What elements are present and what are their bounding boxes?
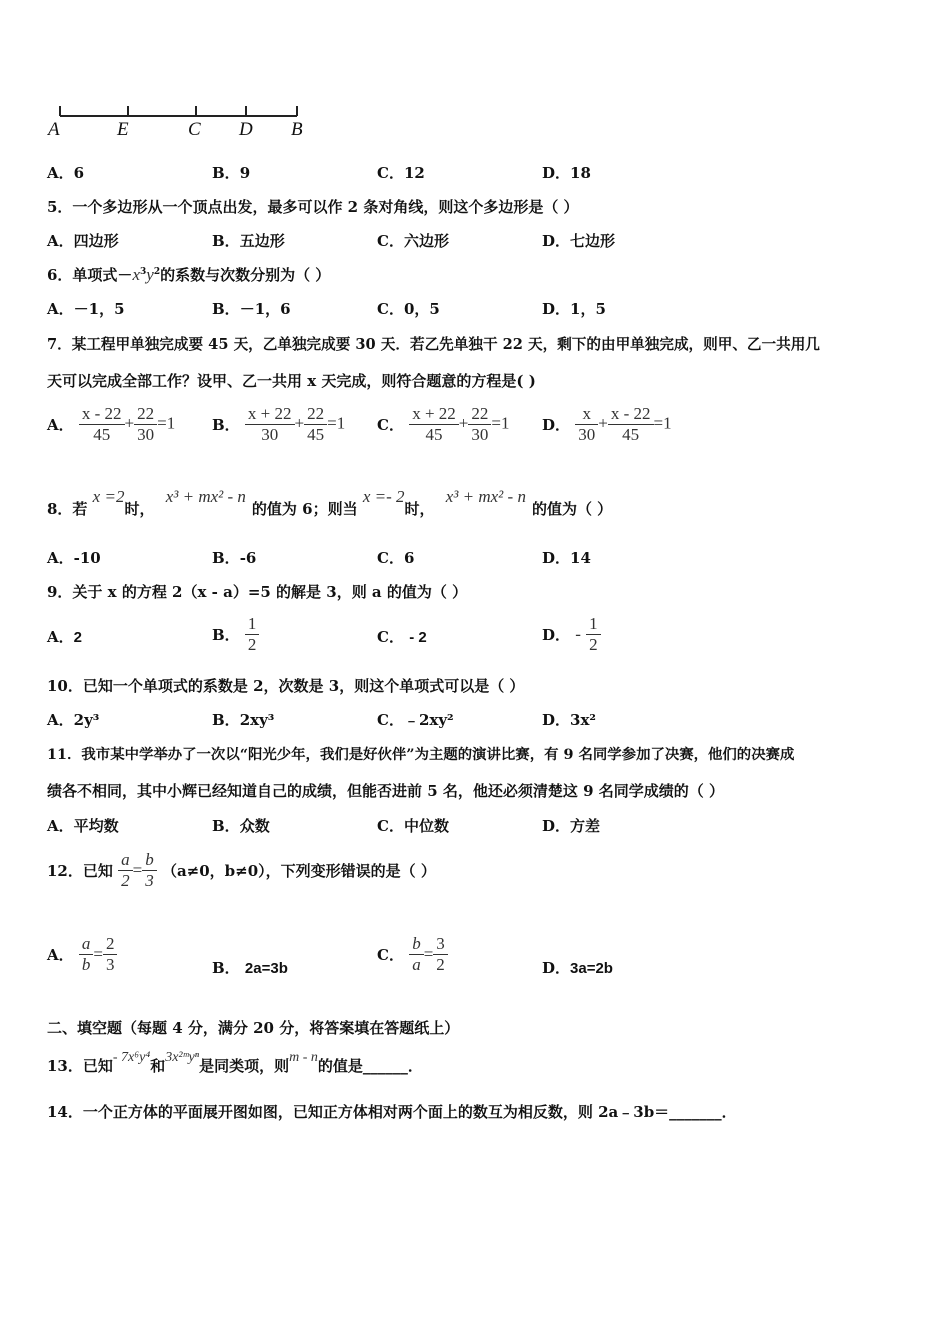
- question-9-stem: 9．关于 x 的方程 2（x - a）=5 的解是 3，则 a 的值为（ ）: [47, 583, 468, 601]
- option-d[interactable]: D．14: [542, 549, 591, 567]
- option-c[interactable]: C．6: [377, 549, 415, 567]
- question-7-stem-line1: 7．某工程甲单独完成要 45 天，乙单独完成要 30 天．若乙先单独干 22 天，剩下的由甲单独完成，则甲、乙一共用几: [47, 336, 820, 353]
- option-c[interactable]: C．12: [377, 164, 425, 182]
- option-d[interactable]: D．方差: [542, 817, 601, 835]
- question-13-stem: 13．已知- 7x⁶y⁴和3x²ᵐyⁿ是同类项，则m - n的值是______．: [47, 1050, 423, 1075]
- option-d[interactable]: D．1，5: [542, 300, 606, 318]
- option-d[interactable]: D．18: [542, 164, 591, 182]
- option-c[interactable]: C．﹣2xy²: [377, 711, 454, 729]
- option-d[interactable]: D．3a=2b: [542, 959, 613, 977]
- question-5-stem: 5．一个多边形从一个顶点出发，最多可以作 2 条对角线，则这个多边形是（ ）: [47, 198, 579, 216]
- option-a[interactable]: A．6: [47, 164, 85, 182]
- option-b[interactable]: B． $\frac{x + 22}{30}$ + $\frac{22}{45}$ =1: [212, 404, 346, 444]
- option-c[interactable]: C． - 2: [377, 628, 427, 646]
- option-a[interactable]: A．四边形: [47, 232, 119, 250]
- line-segment-figure: [55, 100, 315, 145]
- question-7-stem-line2: 天可以完成全部工作？设甲、乙一共用 x 天完成，则符合题意的方程是( ): [47, 372, 536, 390]
- option-a[interactable]: A．2y³: [47, 711, 100, 729]
- option-b[interactable]: B．众数: [212, 817, 270, 835]
- option-b[interactable]: B．9: [212, 164, 251, 182]
- question-10-stem: 10．已知一个单项式的系数是 2，次数是 3，则这个单项式可以是（ ）: [47, 677, 525, 695]
- question-6-stem: 6．单项式$-x^3y^2$的系数与次数分别为（ ）: [47, 265, 331, 284]
- question-8-stem: 8．若 x =2时， x³ + mx² - n的值为 6；则当 x =- 2时， x³ + mx² - n的值为（ ）: [47, 487, 613, 518]
- option-c[interactable]: C．0，5: [377, 300, 440, 318]
- point-label-d: D: [239, 119, 253, 140]
- section-2-heading: 二、填空题（每题 4 分，满分 20 分，将答案填在答题纸上）: [47, 1019, 460, 1037]
- option-b[interactable]: B． 2a=3b: [212, 959, 288, 977]
- question-11-stem-line1: 11．我市某中学举办了一次以“阳光少年，我们是好伙伴”为主题的演讲比赛，有 9 名同学参加了决赛，他们的决赛成: [47, 746, 795, 763]
- point-label-b: B: [291, 119, 303, 140]
- option-b[interactable]: B． $\frac{1}{2}$: [212, 614, 259, 655]
- option-b[interactable]: B．五边形: [212, 232, 285, 250]
- question-11-stem-line2: 绩各不相同，其中小辉已经知道自己的成绩，但能否进前 5 名，他还必须清楚这 9 名同学成绩的（ ）: [47, 782, 724, 800]
- option-a[interactable]: A．－1，5: [47, 300, 125, 318]
- point-label-a: A: [48, 119, 60, 140]
- option-d[interactable]: D．3x²: [542, 711, 596, 729]
- option-b[interactable]: B．－1，6: [212, 300, 291, 318]
- option-a[interactable]: A． $\frac{a}{b}$ = $\frac{2}{3}$: [47, 934, 117, 975]
- point-label-e: E: [117, 119, 129, 140]
- option-d[interactable]: D．七边形: [542, 232, 616, 250]
- question-12-stem: 12．已知 $\frac{a}{2}$ = $\frac{b}{3}$ （a≠0，b≠0），下列变形错误的是（ ）: [47, 850, 436, 890]
- option-c[interactable]: C． $\frac{x + 22}{45}$ + $\frac{22}{30}$ =1: [377, 404, 510, 444]
- option-d[interactable]: D． $\frac{x}{30}$ + $\frac{x - 22}{45}$ =1: [542, 404, 672, 444]
- option-a[interactable]: A． $\frac{x - 22}{45}$ + $\frac{22}{30}$ =1: [47, 404, 176, 444]
- point-label-c: C: [188, 119, 201, 140]
- option-c[interactable]: C．六边形: [377, 232, 449, 250]
- option-c[interactable]: C． $\frac{b}{a}$ = $\frac{3}{2}$: [377, 934, 448, 975]
- option-b[interactable]: B．-6: [212, 549, 257, 567]
- option-a[interactable]: A．-10: [47, 549, 101, 567]
- option-a[interactable]: A．2: [47, 628, 82, 646]
- option-b[interactable]: B．2xy³: [212, 711, 275, 729]
- option-d[interactable]: D． - $\frac{1}{2}$: [542, 614, 601, 655]
- option-c[interactable]: C．中位数: [377, 817, 449, 835]
- option-a[interactable]: A．平均数: [47, 817, 119, 835]
- question-14-stem: 14．一个正方体的平面展开图如图，已知正方体相对两个面上的数互为相反数，则 2a﹣3b＝_______．: [47, 1103, 737, 1121]
